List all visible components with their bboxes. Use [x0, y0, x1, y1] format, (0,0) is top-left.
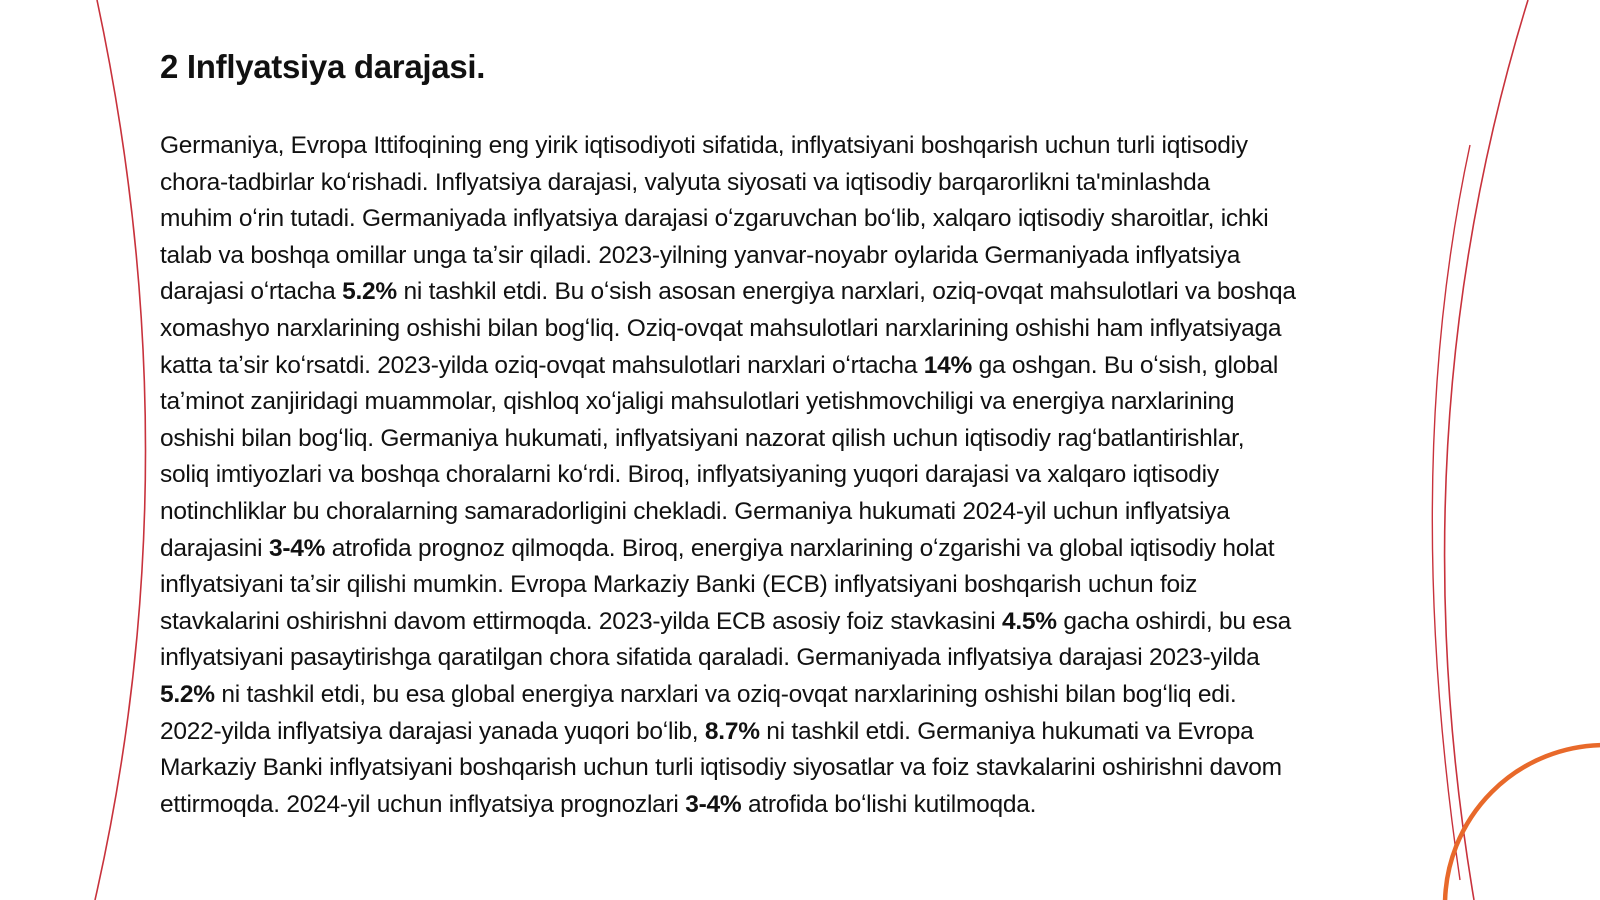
highlighted-figure: 4.5% [1001, 607, 1057, 635]
text-line [160, 457, 1470, 494]
text-segment: stavkalarini oshirishni davom ettirmoqda. 2023-yilda ECB asosiy foiz stavkasini [160, 607, 1002, 635]
text-line [160, 494, 1470, 531]
highlighted-figure: 8.7% [704, 717, 760, 745]
text-segment: soliq imtiyozlari va boshqa choralarni koʻrdi. Biroq, inflyatsiyaning yuqori darajasi va xalqaro iqtisodiy [160, 461, 1219, 489]
text-line [160, 128, 1470, 165]
text-segment: talab va boshqa omillar unga taʼsir qiladi. 2023-yilning yanvar-noyabr oylarida Germaniyada inflyatsiya [160, 241, 1241, 269]
highlighted-figure: 14% [923, 351, 973, 379]
text-line [160, 567, 1470, 604]
text-segment: inflyatsiyani taʼsir qilishi mumkin. Evropa Markaziy Banki (ECB) inflyatsiyani boshqarish uchun foiz [160, 571, 1198, 599]
text-segment: katta taʼsir koʻrsatdi. 2023-yilda oziq-ovqat mahsulotlari narxlari oʻrtacha [160, 351, 924, 379]
text-segment: taʼminot zanjiridagi muammolar, qishloq xoʻjaligi mahsulotlari yetishmovchiligi va energiya narxlarining [160, 388, 1235, 416]
text-line [160, 531, 1470, 568]
highlighted-figure: 5.2% [160, 680, 215, 708]
text-line [160, 604, 1470, 641]
page-title: 2 Inflyatsiya darajasi. [160, 48, 486, 85]
text-segment: atrofida boʻlishi kutilmoqda. [741, 790, 1037, 818]
text-segment: ettirmoqda. 2024-yil uchun inflyatsiya prognozlari [160, 790, 686, 818]
text-segment: inflyatsiyani pasaytirishga qaratilgan chora sifatida qaraladi. Germaniyada inflyatsiya darajasi 2023-yilda [160, 644, 1260, 672]
text-segment: ni tashkil etdi, bu esa global energiya narxlari va oziq-ovqat narxlarining oshishi bilan bogʻliq edi. [214, 680, 1237, 708]
text-segment: oshishi bilan bogʻliq. Germaniya hukumati, inflyatsiyani nazorat qilish uchun iqtisodiy ragʻbatlantirishlar, [160, 424, 1245, 452]
text-segment: ni tashkil etdi. Bu oʻsish asosan energiya narxlari, oziq-ovqat mahsulotlari va boshqa [396, 278, 1296, 306]
highlighted-figure: 3-4% [685, 790, 742, 818]
text-segment: atrofida prognoz qilmoqda. Biroq, energiya narxlarining oʻzgarishi va global iqtisodiy holat [325, 534, 1275, 562]
text-segment: chora-tadbirlar koʻrishadi. Inflyatsiya darajasi, valyuta siyosati va iqtisodiy barqarorlikni ta'minlashda [160, 168, 1210, 196]
text-line [160, 750, 1470, 787]
text-line [160, 238, 1470, 275]
highlighted-figure: 3-4% [268, 534, 326, 562]
text-segment: muhim oʻrin tutadi. Germaniyada inflyatsiya darajasi oʻzgaruvchan boʻlib, xalqaro iqtisodiy sharoitlar, ichki [160, 205, 1269, 233]
text-segment: 2022-yilda inflyatsiya darajasi yanada yuqori boʻlib, [160, 717, 705, 745]
text-segment: ga oshgan. Bu oʻsish, global [972, 351, 1279, 379]
text-segment: gacha oshirdi, bu esa [1056, 607, 1292, 635]
text-line [160, 201, 1470, 238]
text-segment: darajasini [160, 534, 269, 562]
text-line [160, 274, 1470, 311]
text-line [160, 421, 1470, 458]
body-paragraph [160, 128, 1470, 823]
text-segment: Markaziy Banki inflyatsiyani boshqarish uchun turli iqtisodiy siyosatlar va foiz stavkalarini oshirishni davom [160, 754, 1282, 782]
text-segment: ni tashkil etdi. Germaniya hukumati va Evropa [759, 717, 1254, 745]
text-line [160, 677, 1470, 714]
text-line [160, 787, 1470, 824]
text-segment: darajasi oʻrtacha [160, 278, 343, 306]
text-line [160, 348, 1470, 385]
text-segment: Germaniya, Evropa Ittifoqining eng yirik iqtisodiyoti sifatida, inflyatsiyani boshqarish uchun turli iqtisodiy [160, 132, 1248, 159]
text-line [160, 714, 1470, 751]
text-line [160, 311, 1470, 348]
text-segment: xomashyo narxlarining oshishi bilan bogʻliq. Oziq-ovqat mahsulotlari narxlarining oshishi ham inflyatsiyaga [160, 314, 1282, 342]
left-curve [95, 0, 146, 900]
text-segment: notinchliklar bu choralarning samaradorligini chekladi. Germaniya hukumati 2024-yil uchun inflyatsiya [160, 497, 1230, 525]
text-line [160, 384, 1470, 421]
highlighted-figure: 5.2% [342, 278, 397, 306]
text-line [160, 165, 1470, 202]
text-line [160, 640, 1470, 677]
